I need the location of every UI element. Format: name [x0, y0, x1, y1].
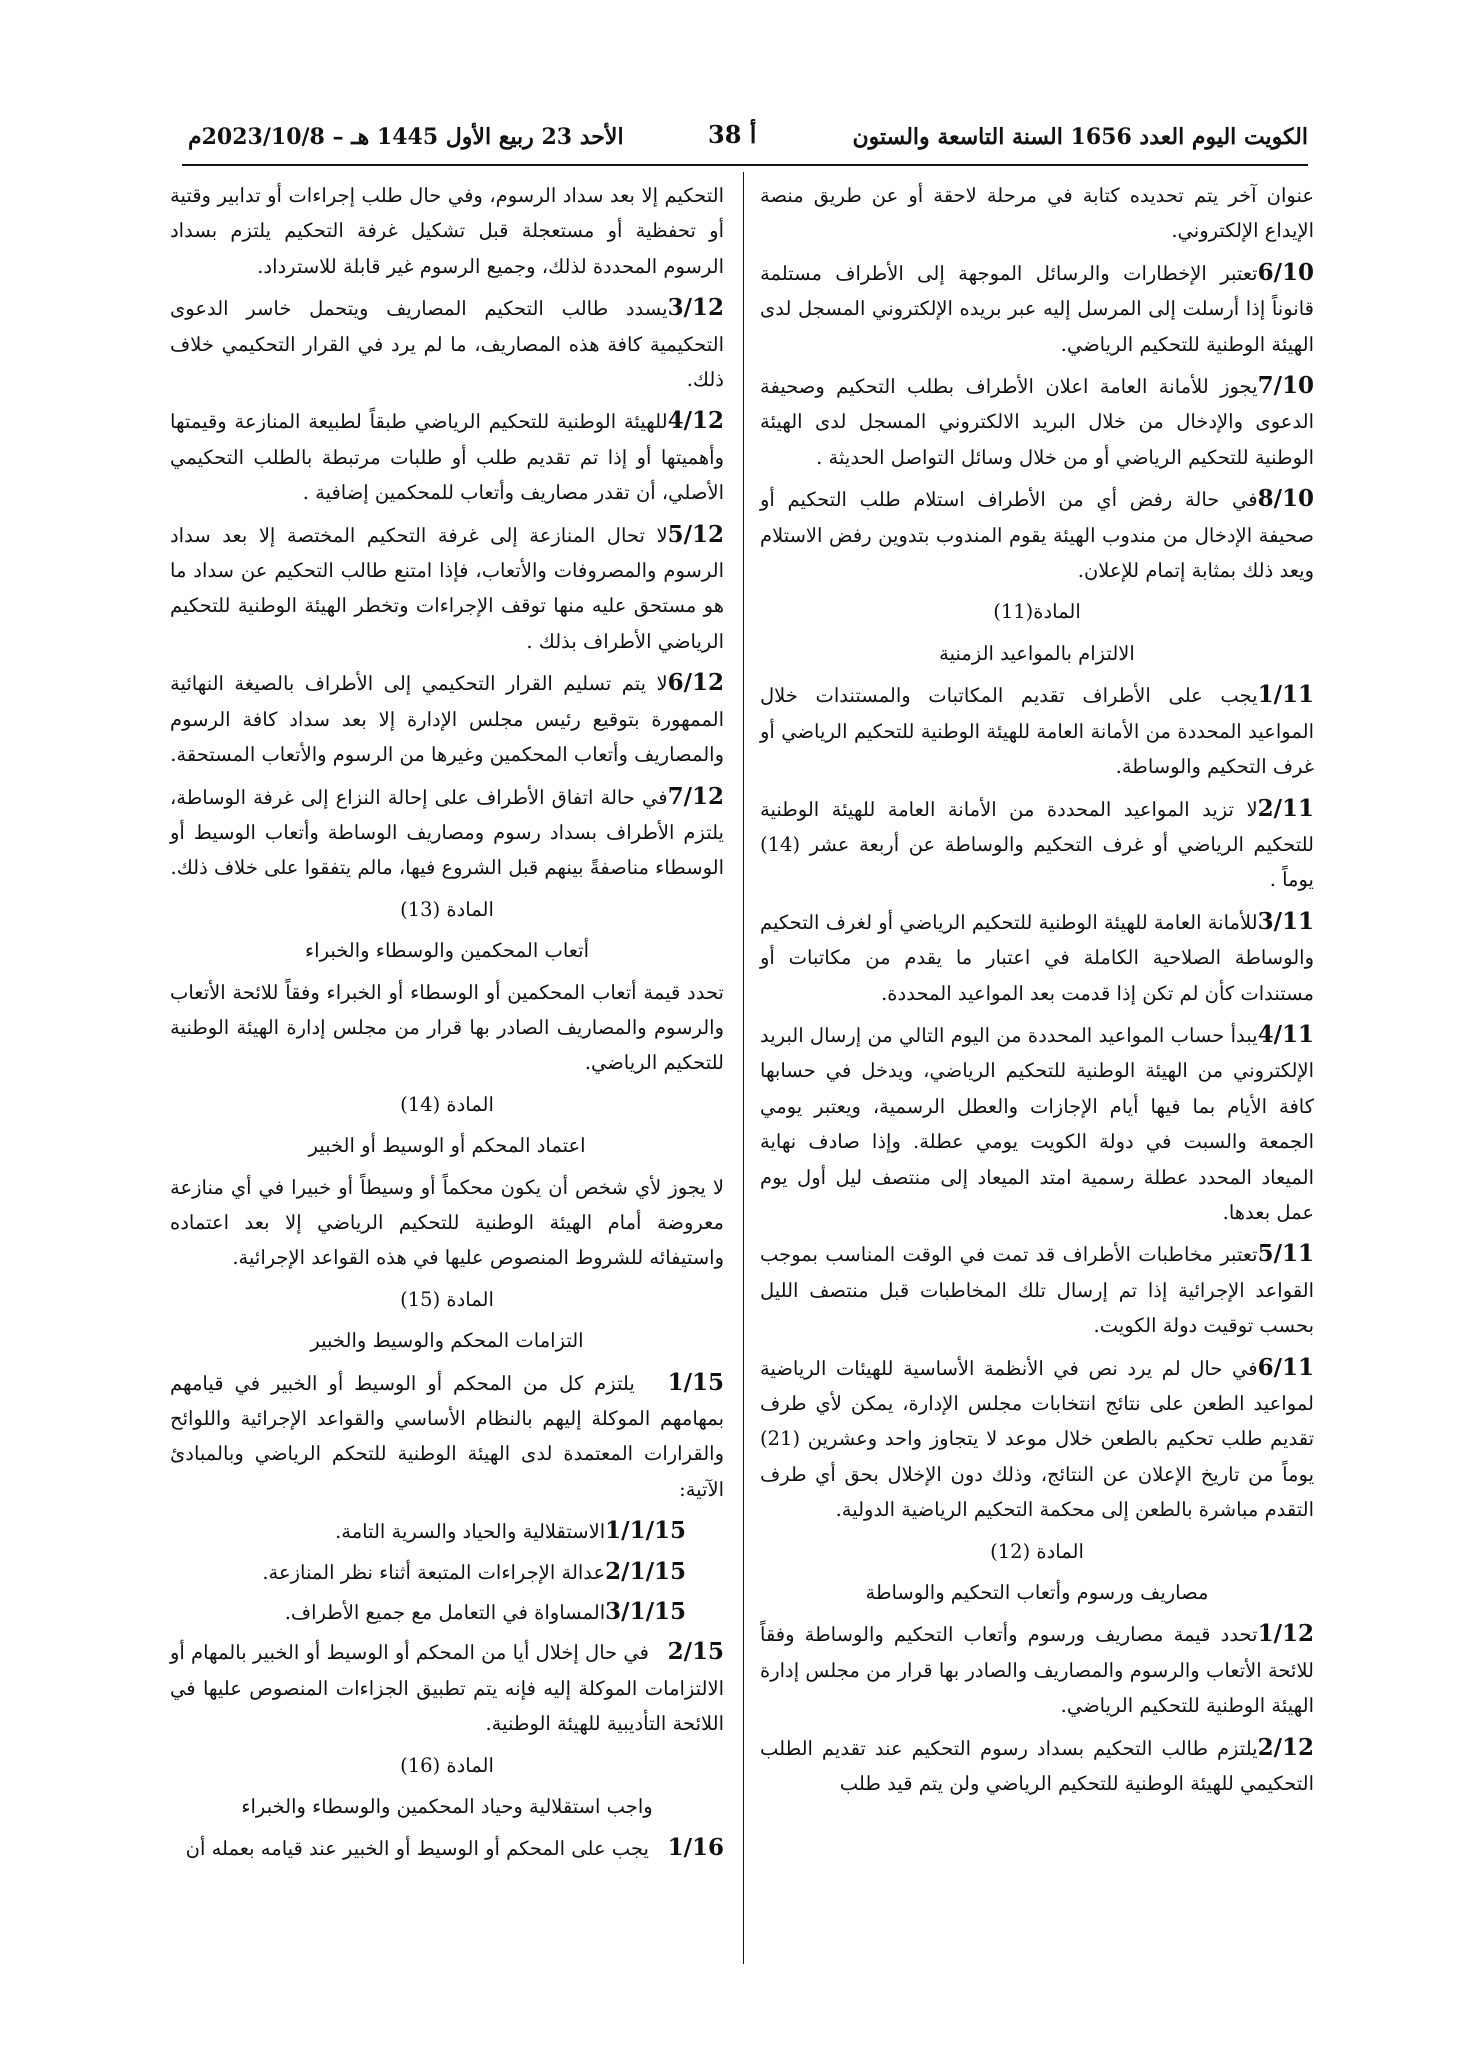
clause-text: لا يتم تسليم القرار التحكيمي إلى الأطراف بالصيغة النهائية الممهورة بتوقيع رئيس مجلس الإدارة إلا بعد سداد كافة الرسوم والمصاريف وأتعاب المحكمين وغيرها من الرسوم والأتعاب المستحقة.: [170, 672, 724, 767]
clause-2-11: [760, 791, 1314, 898]
right-column: [760, 178, 1314, 1807]
clause-4-11: [760, 1017, 1314, 1230]
article-14-title: اعتماد المحكم أو الوسيط أو الخبير: [308, 1134, 586, 1158]
header-issue: الكويت اليوم العدد 1656 السنة التاسعة والستون: [852, 124, 1308, 150]
column-divider: [743, 172, 744, 1964]
clause-2-12: [760, 1730, 1314, 1802]
header-page-number: أ 38: [708, 120, 757, 149]
clause-text: للأمانة العامة للهيئة الوطنية للتحكيم الرياضي أو لغرف التحكيم والوساطة الصلاحية الكاملة في اعتبار ما يقدم من مكاتبات أو مستندات كأن لم تكن إذا قدمت بعد المواعيد المحددة.: [760, 910, 1314, 1005]
clause-text: لا تزيد المواعيد المحددة من الأمانة العامة للهيئة الوطنية للتحكيم الرياضي أو غرف التحكيم والوساطة عن أربعة عشر (14) يوماً .: [760, 797, 1315, 892]
clause-text: يجب على الأطراف تقديم المكاتبات والمستندات خلال المواعيد المحددة من الأمانة العامة للهيئة الوطنية للتحكيم الرياضي أو غرف التحكيم والوساطة.: [760, 684, 1314, 779]
clause-3-11: [760, 904, 1314, 1011]
article-15-heading: المادة (15): [400, 1287, 494, 1311]
subclause-1-1-15: [170, 1513, 724, 1549]
clause-number: 5/12: [667, 520, 724, 548]
article-12-heading: المادة (12): [990, 1539, 1084, 1563]
clause-number: 1/11: [1257, 681, 1314, 709]
clause-number: 5/11: [1257, 1240, 1314, 1268]
clause-text: للهيئة الوطنية للتحكيم الرياضي طبقاً لطبيعة المنازعة وقيمتها وأهميتها أو إذا تم تقديم طلب أو طلبات مرتبطة بالطلب التحكيمي الأصلي، أن تقدر مصاريف وأتعاب للمحكمين إضافية .: [170, 410, 724, 505]
clause-number: 6/10: [1257, 258, 1314, 286]
clause-text: في حالة اتفاق الأطراف على إحالة النزاع إلى غرفة الوساطة، يلتزم الأطراف بسداد رسوم ومصاريف الوساطة وأتعاب الوسيط أو الوسطاء مناصفةً بينهم قبل الشروع فيها، مالم يتفقوا على خلاف ذلك.: [170, 785, 724, 880]
article-13-text: تحدد قيمة أتعاب المحكمين أو الوسطاء أو الخبراء وفقاً للائحة الأتعاب والرسوم والمصاريف الصادر بها قرار من مجلس إدارة الهيئة الوطنية للتحكيم الرياضي.: [170, 980, 724, 1075]
header-rule: [182, 164, 1308, 166]
clause-1-11: [760, 677, 1314, 784]
article-16-heading: المادة (16): [400, 1753, 494, 1777]
article-15-title: التزامات المحكم والوسيط والخبير: [310, 1329, 584, 1353]
clause-text: تعتبر الإخطارات والرسائل الموجهة إلى الأطراف مستلمة قانوناً إذا أرسلت إلى المرسل إليه عبر بريده الإلكتروني المسجل لدى الهيئة الوطنية للتحكيم الرياضي.: [760, 261, 1314, 356]
subclause-3-1-15: [170, 1594, 724, 1630]
article-14-text: لا يجوز لأي شخص أن يكون محكماً أو وسيطاً أو خبيرا في أي منازعة معروضة أمام الهيئة الوطنية للتحكيم الرياضي إلا بعد اعتماده واستيفائه للشروط المنصوص عليها في هذه القواعد الإجرائية.: [170, 1175, 724, 1270]
clause-number: 7/12: [667, 782, 724, 810]
clause-5-11: [760, 1236, 1314, 1343]
left-column: [170, 178, 724, 1873]
clause-7-10: [760, 368, 1314, 475]
clause-text: عدالة الإجراءات المتبعة أثناء نظر المنازعة.: [262, 1560, 606, 1584]
clause-text: في حالة رفض أي من الأطراف استلام طلب التحكيم أو صحيفة الإدخال من مندوب الهيئة يقوم المندوب بتدوين رفض الاستلام ويعد ذلك بمثابة إتمام للإعلان.: [760, 488, 1314, 583]
clause-text: الاستقلالية والحياد والسرية التامة.: [335, 1520, 606, 1544]
article-13-heading: المادة (13): [400, 897, 494, 921]
clause-text: يلتزم طالب التحكيم بسداد رسوم التحكيم عند تقديم الطلب التحكيمي للهيئة الوطنية للتحكيم الرياضي ولن يتم قيد طلب: [760, 1736, 1314, 1796]
clause-text: يجب على المحكم أو الوسيط أو الخبير عند قيامه بعمله أن: [185, 1837, 649, 1861]
clause-number: 6/12: [667, 669, 724, 697]
clause-1-15: [170, 1365, 724, 1508]
clause-number: 1/16: [667, 1834, 724, 1862]
clause-text: يجوز للأمانة العامة اعلان الأطراف بطلب التحكيم وصحيفة الدعوى والإدخال من خلال البريد الالكتروني المسجل لدى الهيئة الوطنية للتحكيم الرياضي أو من خلال وسائل التواصل الحديثة .: [760, 375, 1314, 469]
clause-8-10: [760, 481, 1314, 588]
article-13-title: أتعاب المحكمين والوسطاء والخبراء: [304, 939, 590, 963]
clause-text: يلتزم كل من المحكم أو الوسيط أو الخبير في قيامهم بمهامهم الموكلة إليهم بالنظام الأساسي والقواعد الإجرائية واللوائح والقرارات المعتمدة لدى الهيئة الوطنية للتحكم الرياضي وبالمبادئ الآتية:: [170, 1371, 724, 1501]
clause-number: 1/12: [1257, 1620, 1314, 1648]
article-14-heading: المادة (14): [400, 1092, 494, 1116]
clause-6-10: [760, 255, 1314, 362]
clause-number: 4/11: [1257, 1020, 1314, 1048]
clause-number: 8/10: [1257, 485, 1314, 513]
clause-text: في حال إخلال أيا من المحكم أو الوسيط أو الخبير بالمهام أو الالتزامات الموكلة إليه فإنه يتم تطبيق الجزاءات المنصوص عليها في اللائحة التأديبية للهيئة الوطنية.: [170, 1641, 724, 1736]
clause-5-12: [170, 517, 724, 660]
clause-7-12: [170, 779, 724, 886]
clause-number: 2/12: [1257, 1733, 1314, 1761]
clause-text: المساواة في التعامل مع جميع الأطراف.: [284, 1601, 606, 1625]
page-header: [188, 120, 1308, 162]
clause-continuation: عنوان آخر يتم تحديده كتابة في مرحلة لاحقة أو عن طريق منصة الإيداع الإلكتروني.: [760, 184, 1314, 243]
clause-number: 2/15: [667, 1638, 724, 1666]
clause-text: يبدأ حساب المواعيد المحددة من اليوم التالي من إرسال البريد الإلكتروني من الهيئة الوطنية للتحكيم الرياضي، ويدخل في حسابها كافة الأيام بما فيها أيام الإجازات والعطل الرسمية، ويعتبر يومي الجمعة والسبت في دولة الكويت يومي عطلة. وإذا صادف نهاية الميعاد المحدد عطلة رسمية امتد الميعاد إلى منتصف ليل أول يوم عمل بعدها.: [760, 1023, 1314, 1224]
clause-text: يسدد طالب التحكيم المصاريف ويتحمل خاسر الدعوى التحكيمية كافة هذه المصاريف، ما لم يرد في القرار التحكيمي خلاف ذلك.: [170, 297, 724, 392]
clause-number: 3/12: [667, 294, 724, 322]
clause-6-11: [760, 1350, 1314, 1528]
clause-number: 1/15: [667, 1368, 724, 1396]
clause-3-12: [170, 290, 724, 397]
clause-6-12: [170, 665, 724, 772]
article-11-heading: المادة(11): [993, 600, 1081, 624]
clause-text: تعتبر مخاطبات الأطراف قد تمت في الوقت المناسب بموجب القواعد الإجرائية إذا تم إرسال تلك المخاطبات قبل منتصف الليل بحسب توقيت دولة الكويت.: [760, 1243, 1314, 1338]
clause-number: 2/1/15: [605, 1557, 686, 1585]
article-16-title: واجب استقلالية وحياد المحكمين والوسطاء والخبراء: [241, 1795, 653, 1819]
article-12-title: مصاريف ورسوم وأتعاب التحكيم والوساطة: [865, 1581, 1209, 1605]
clause-1-16: [170, 1830, 724, 1866]
clause-number: 4/12: [667, 407, 724, 435]
clause-text: في حال لم يرد نص في الأنظمة الأساسية للهيئات الرياضية لمواعيد الطعن على نتائج انتخابات مجلس الإدارة، يمكن لأي طرف تقديم طلب تحكيم بالطعن خلال موعد لا يتجاوز واحد وعشرين (21) يوماً من تاريخ الإعلان عن النتائج، وذلك دون الإخلال بحق أي طرف التقدم مباشرة بالطعن إلى محكمة التحكيم الرياضية الدولية.: [760, 1356, 1314, 1522]
clause-text: تحدد قيمة مصاريف ورسوم وأتعاب التحكيم والوساطة وفقاً للائحة الأتعاب والرسوم والمصاريف والصادر بها قرار من مجلس إدارة الهيئة الوطنية للتحكيم الرياضي.: [760, 1623, 1314, 1718]
clause-2-12-continuation: التحكيم إلا بعد سداد الرسوم، وفي حال طلب إجراءات أو تدابير وقتية أو تحفظية أو مستعجلة قبل تشكيل غرفة التحكيم يلتزم بسداد الرسوم المحددة لذلك، وجميع الرسوم غير قابلة للاسترداد.: [170, 184, 724, 278]
clause-2-15: [170, 1634, 724, 1741]
clause-1-12: [760, 1616, 1314, 1723]
clause-number: 3/11: [1257, 907, 1314, 935]
header-date: الأحد 23 ربيع الأول 1445 هـ – 2023/10/8م: [188, 124, 624, 150]
clause-number: 2/11: [1257, 794, 1314, 822]
article-11-title: الالتزام بالمواعيد الزمنية: [939, 641, 1135, 665]
clause-number: 1/1/15: [605, 1517, 686, 1545]
clause-text: لا تحال المنازعة إلى غرفة التحكيم المختصة إلا بعد سداد الرسوم والمصروفات والأتعاب، فإذا امتنع طالب التحكيم عن سداد ما هو مستحق عليه منها توقف الإجراءات وتخطر الهيئة الوطنية للتحكيم الرياضي الأطراف بذلك .: [170, 523, 725, 653]
clause-number: 6/11: [1257, 1353, 1314, 1381]
clause-number: 3/1/15: [605, 1598, 686, 1626]
clause-4-12: [170, 403, 724, 510]
subclause-2-1-15: [170, 1554, 724, 1590]
clause-number: 7/10: [1257, 372, 1314, 400]
